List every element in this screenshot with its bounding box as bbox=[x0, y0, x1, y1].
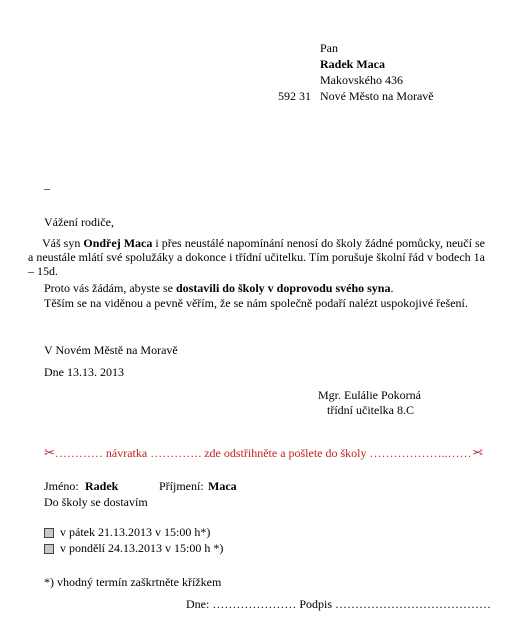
body-p2-text-a: Proto vás žádám, abyste se bbox=[44, 281, 176, 295]
prijmeni-value: Maca bbox=[208, 479, 237, 493]
body-p1-text-a: Váš syn bbox=[42, 236, 84, 250]
greeting: Vážení rodiče, bbox=[44, 215, 114, 229]
recipient-city: Nové Město na Moravě bbox=[320, 89, 434, 103]
footnote: *) vhodný termín zaškrtněte křížkem bbox=[44, 575, 222, 589]
prijmeni-label: Příjmení: bbox=[159, 479, 204, 493]
body-p2-bold: dostavili do školy v doprovodu svého syna bbox=[175, 281, 391, 295]
body-paragraph-3: Těším se na viděnou a pevně věřím, že se nám společně podaří nalézt uspokojivé řešení. bbox=[44, 296, 468, 310]
dash-mark: – bbox=[44, 181, 50, 195]
recipient-postcode: 592 31 bbox=[278, 89, 311, 103]
date-signature-line: Dne: ………………… Podpis ………………………………… bbox=[186, 597, 492, 611]
checkbox[interactable] bbox=[44, 544, 54, 554]
option-label: v pátek 21.13.2013 v 15:00 h*) bbox=[60, 525, 211, 539]
checkbox[interactable] bbox=[44, 528, 54, 538]
body-p1-text-b: i přes neustálé napomínání nenosí do školy žádné pomůcky, neučí se a neustále mlátí své spolužáky a dokonce i třídní učitelku. Tím porušuje školní řád v bodech 1a – 15d. bbox=[28, 236, 485, 279]
option-label: v pondělí 24.13.2013 v 15:00 h *) bbox=[60, 541, 224, 555]
body-paragraph-1 bbox=[28, 236, 485, 279]
cutline bbox=[44, 445, 482, 462]
recipient-name: Radek Maca bbox=[320, 57, 385, 71]
scissors-icon: ✂ bbox=[44, 446, 55, 461]
recipient-street: Makovského 436 bbox=[320, 73, 403, 87]
signature-title: třídní učitelka 8.C bbox=[327, 403, 414, 417]
form-prompt: Do školy se dostavím bbox=[44, 495, 148, 509]
cutline-text: ………… návratka …………. zde odstřihněte a pošlete do školy ………………..…… bbox=[54, 446, 472, 460]
option-row bbox=[44, 524, 210, 540]
signature-name: Mgr. Eulálie Pokorná bbox=[318, 388, 421, 402]
scissors-icon: ✂ bbox=[471, 446, 483, 461]
date-line: Dne 13.13. 2013 bbox=[44, 365, 124, 379]
option-row bbox=[44, 540, 223, 556]
body-p2-text-b: . bbox=[390, 281, 394, 295]
place-line: V Novém Městě na Moravě bbox=[44, 343, 178, 357]
recipient-salutation: Pan bbox=[320, 41, 338, 55]
body-paragraph-2 bbox=[44, 280, 393, 296]
student-name: Ondřej Maca bbox=[83, 236, 153, 250]
jmeno-label: Jméno: bbox=[44, 479, 79, 493]
jmeno-value: Radek bbox=[85, 479, 119, 493]
